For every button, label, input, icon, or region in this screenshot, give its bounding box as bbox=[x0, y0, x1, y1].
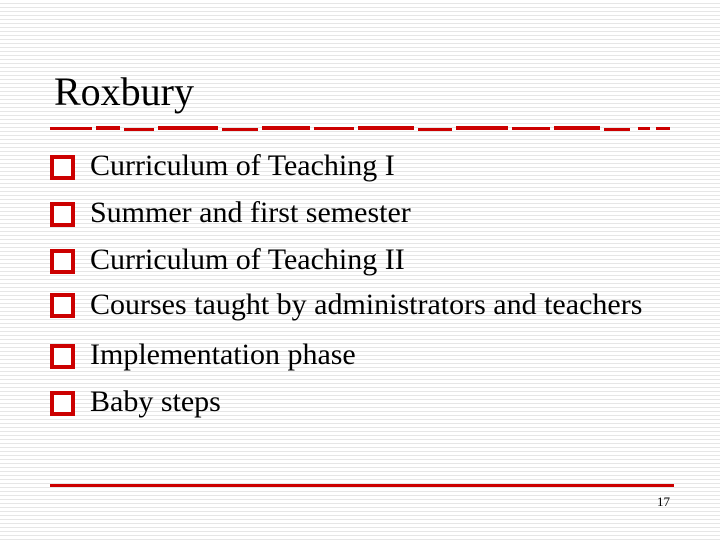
list-item: Baby steps bbox=[50, 378, 670, 425]
hollow-square-icon bbox=[50, 391, 75, 416]
list-item: Implementation phase bbox=[50, 331, 670, 378]
page-number: 17 bbox=[657, 494, 670, 509]
list-item: Curriculum of Teaching I bbox=[50, 142, 670, 189]
slide-title: Roxbury bbox=[54, 69, 194, 114]
list-item: Courses taught by administrators and teachers bbox=[50, 283, 670, 326]
list-item: Summer and first semester bbox=[50, 189, 670, 236]
list-item: Curriculum of Teaching II bbox=[50, 236, 670, 283]
bullet-list bbox=[50, 142, 670, 425]
footer-divider bbox=[50, 484, 674, 487]
hollow-square-icon bbox=[50, 293, 75, 318]
title-divider bbox=[50, 122, 676, 134]
hollow-square-icon bbox=[50, 344, 75, 369]
hollow-square-icon bbox=[50, 249, 75, 274]
hollow-square-icon bbox=[50, 202, 75, 227]
hollow-square-icon bbox=[50, 155, 75, 180]
